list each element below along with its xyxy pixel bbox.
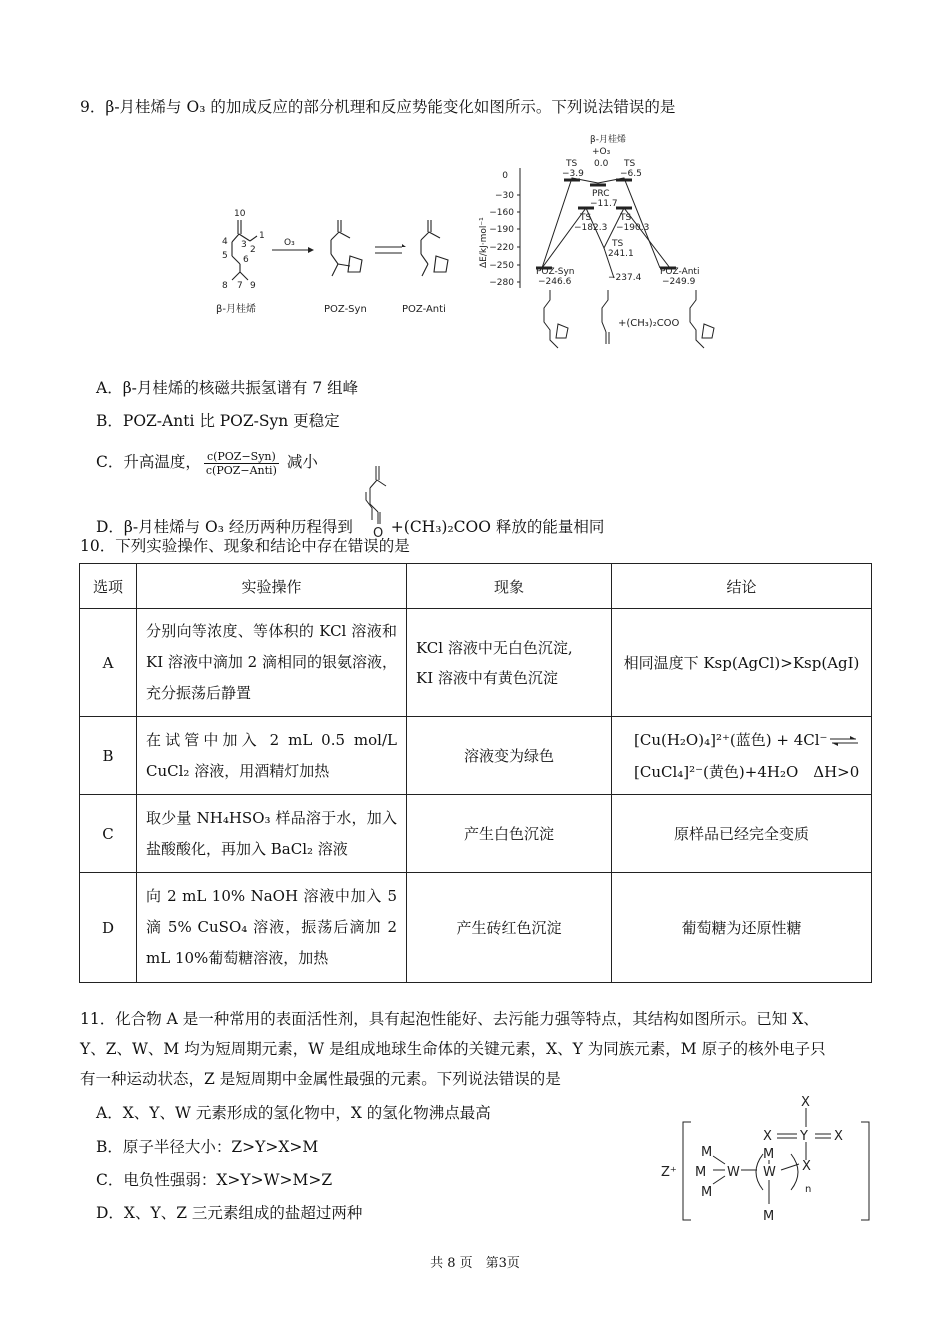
product-text: +(CH₃)₂COO [618,318,680,329]
struct-m-1: M [701,1145,713,1160]
atom-number-7: 7 [237,281,243,291]
q11-option-d: D．X、Y、Z 三元素组成的盐超过两种 [96,1204,363,1222]
struct-x-right: X [834,1129,843,1144]
q9-option-c-post: 减小 [286,453,318,471]
q11-option-c: C．电负性强弱：X>Y>W>M>Z [96,1171,333,1189]
row-b-conclusion-1 [634,724,862,756]
q11-stem-line-3: 有一种运动状态，Z 是短周期中金属性最强的元素。下列说法错误的是 [80,1070,561,1088]
struct-m-4: M [763,1147,775,1162]
row-d-phenomenon: 产生砖红色沉淀 [407,873,612,983]
row-a-operation: 分别向等浓度、等体积的 KCl 溶液和 KI 溶液中滴加 2 滴相同的银氨溶液，充分振荡后静置 [137,609,407,717]
struct-x-top: X [801,1095,810,1110]
ts-left: TS [566,159,578,169]
atom-number-5: 5 [222,251,228,261]
ytick-0: 0 [502,171,508,181]
q11-option-b: B．原子半径大小：Z>Y>X>M [96,1138,319,1156]
label-syn: POZ-Syn [324,304,367,315]
label-reactant: β-月桂烯 [216,304,256,315]
row-b-conclusion-1-text: [Cu(H₂O)₄]²⁺(蓝色) + 4Cl⁻ [634,730,828,749]
q9-option-c [96,447,318,477]
anti-val: −249.9 [662,277,696,287]
ts-low-val: 241.1 [608,249,634,259]
table-row [80,609,872,717]
row-a-phenomenon [407,609,612,717]
anti-label: POZ-Anti [660,267,700,277]
row-d-option: D [80,873,137,983]
struct-w-1: W [727,1165,740,1180]
q9-option-c-pre: C．升高温度， [96,453,201,471]
top-label-1: β-月桂烯 [590,135,626,145]
struct-m-3: M [701,1185,713,1200]
struct-z: Z⁺ [661,1165,677,1180]
q11-stem [80,1004,880,1094]
fraction-denominator: c(POZ−Anti) [205,463,277,477]
ts-mid-right-val: −190.3 [616,223,650,233]
atom-number-9: 9 [250,281,256,291]
atom-number-3: 3 [241,240,247,250]
row-b-operation: 在试管中加入 2 mL 0.5 mol/L CuCl₂ 溶液，用酒精灯加热 [137,717,407,795]
atom-number-2: 2 [250,245,256,255]
q9-option-d-post: 释放的能量相同 [495,518,605,536]
atom-number-1: 1 [259,231,265,241]
row-d-conclusion: 葡萄糖为还原性糖 [612,873,872,983]
fraction-numerator: c(POZ−Syn) [204,450,279,464]
row-b-phenomenon: 溶液变为绿色 [407,717,612,795]
row-a-option: A [80,609,137,717]
ts-mid-left-val: −182.3 [574,223,608,233]
q9-option-d-pre: D．β-月桂烯与 O₃ 经历两种历程得到 [96,518,353,536]
prc-val: −11.7 [590,199,618,209]
table-header-row [80,564,872,609]
q11-stem-line-2: Y、Z、W、M 均为短周期元素，W 是组成地球生命体的关键元素，X、Y 为同族元素，M 原子的核外电子只 [80,1040,826,1058]
row-a-conclusion: 相同温度下 Ksp(AgCl)>Ksp(AgI) [612,609,872,717]
row-c-phenomenon: 产生白色沉淀 [407,795,612,873]
syn-val: −246.6 [538,277,572,287]
q9-option-c-fraction [204,450,279,477]
q9-option-a: A．β-月桂烯的核磁共振氢谱有 7 组峰 [96,379,359,397]
equilibrium-arrow-icon [830,736,858,746]
atom-number-4: 4 [222,237,228,247]
row-c-operation: 取少量 NH₄HSO₃ 样品溶于水，加入盐酸酸化，再加入 BaCl₂ 溶液 [137,795,407,873]
q9-reaction-scheme [210,200,470,320]
table-row [80,795,872,873]
header-phenomenon: 现象 [407,564,612,609]
atom-number-8: 8 [222,281,228,291]
label-anti: POZ-Anti [402,304,446,315]
row-c-option: C [80,795,137,873]
q10-stem: 10．下列实验操作、现象和结论中存在错误的是 [80,537,410,555]
y-axis-label: ΔE/kJ·mol⁻¹ [479,217,489,268]
ytick-5: −250 [489,261,514,271]
row-c-conclusion: 原样品已经完全变质 [612,795,872,873]
q9-energy-diagram [474,128,734,364]
ts-right-val: −6.5 [620,169,642,179]
struct-m-2: M [695,1165,707,1180]
syn-label: POZ-Syn [536,267,575,277]
header-operation: 实验操作 [137,564,407,609]
ytick-6: −280 [489,278,514,288]
struct-n: n [805,1184,812,1195]
header-conclusion: 结论 [612,564,872,609]
q11-option-a: A．X、Y、W 元素形成的氢化物中，X 的氢化物沸点最高 [96,1104,491,1122]
q9-option-d-skeleton [364,462,394,540]
row-b-option: B [80,717,137,795]
row-a-phenomenon-1: KCl 溶液中无白色沉淀, [416,638,573,657]
q9-option-d-formula: +(CH₃)₂COO [390,518,491,536]
q9-option-b: B．POZ-Anti 比 POZ-Syn 更稳定 [96,412,340,430]
mid-val: −237.4 [608,273,642,283]
ytick-3: −190 [489,225,514,235]
prc: PRC [592,189,610,199]
struct-x-bottom: X [802,1159,811,1174]
q9-stem: 9．β-月桂烯与 O₃ 的加成反应的部分机理和反应势能变化如图所示。下列说法错误的是 [80,98,676,116]
ytick-4: −220 [489,243,514,253]
page-footer: 共 8 页 第3页 [430,1256,520,1271]
row-d-operation: 向 2 mL 10% NaOH 溶液中加入 5 滴 5% CuSO₄ 溶液，振荡后滴加 2 mL 10%葡萄糖溶液，加热 [137,873,407,983]
struct-m-5: M [763,1209,775,1224]
ts-mid-right: TS [620,213,632,223]
row-b-conclusion [612,717,872,795]
table-row [80,717,872,795]
table-row [80,873,872,983]
q11-stem-line-1: 11．化合物 A 是一种常用的表面活性剂，具有起泡性能好、去污能力强等特点，其结构如图所示。已知 X、 [80,1010,819,1028]
header-option: 选项 [80,564,137,609]
atom-number-6: 6 [243,255,249,265]
struct-y: Y [800,1129,808,1144]
ts-low: TS [612,239,624,249]
row-a-phenomenon-2: KI 溶液中有黄色沉淀 [416,668,558,687]
ts-right: TS [624,159,636,169]
top-value: 0.0 [594,159,609,169]
top-label-2: +O₃ [592,147,611,157]
atom-number-10: 10 [234,209,246,219]
ts-mid-left: TS [580,213,592,223]
struct-x-left: X [763,1129,772,1144]
struct-w-2: W [763,1165,776,1180]
q10-table [79,563,872,983]
ytick-1: −30 [495,191,514,201]
aldehyde-o: O [373,526,384,540]
reagent-label: O₃ [284,238,295,248]
row-b-conclusion-2: [CuCl₄]²⁻(黄色)+4H₂O ΔH>0 [634,762,860,781]
ytick-2: −160 [489,208,514,218]
q11-structure [655,1092,880,1230]
ts-left-val: −3.9 [562,169,584,179]
